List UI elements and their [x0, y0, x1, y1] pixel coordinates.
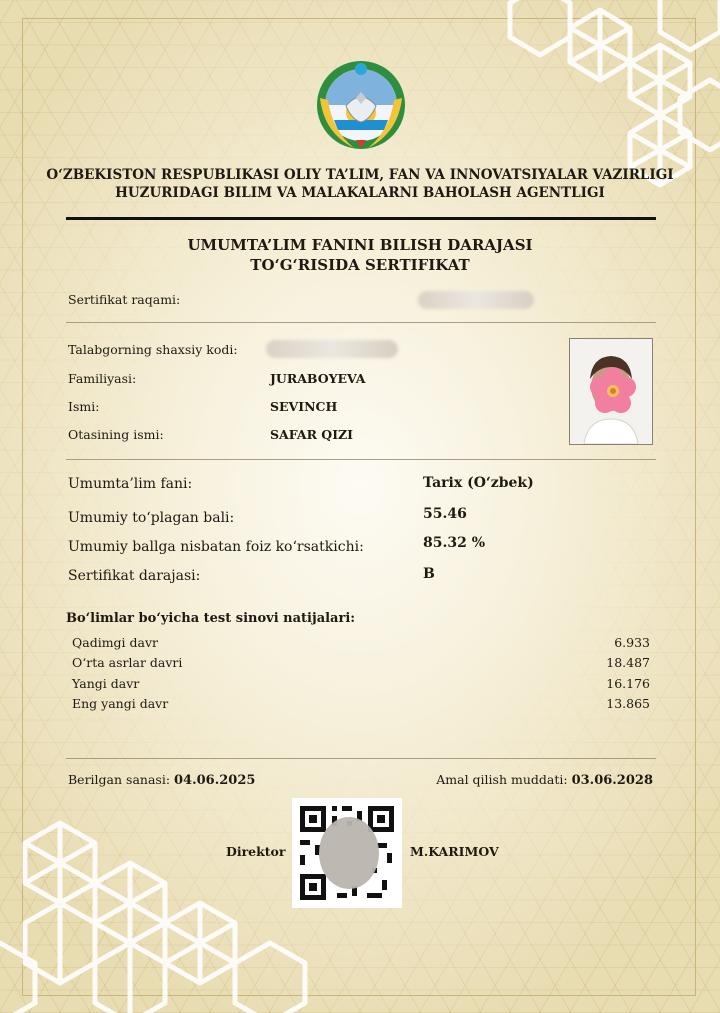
section-row [72, 635, 650, 653]
personal-code-redacted [266, 340, 398, 358]
score-label: Umumiy to‘plagan bali: [68, 510, 235, 526]
valid-until-date [436, 772, 653, 788]
surname-value: JURABOYEVA [270, 371, 366, 386]
score-value: 55.46 [423, 506, 467, 522]
divider-1 [66, 322, 656, 323]
section-score: 18.487 [606, 655, 650, 670]
director-label: Direktor [226, 844, 286, 859]
issued-date-value: 04.06.2025 [174, 773, 256, 788]
patronymic-label: Otasining ismi: [68, 427, 164, 442]
director-name: M.KARIMOV [410, 844, 499, 859]
surname-label: Familiyasi: [68, 371, 137, 386]
certificate-number-label: Sertifikat raqami: [68, 292, 181, 307]
level-label: Sertifikat darajasi: [68, 568, 201, 584]
level-value: B [423, 566, 435, 582]
percent-label: Umumiy ballga nisbatan foiz ko‘rsatkichi: [68, 539, 364, 555]
section-name: Yangi davr [72, 676, 140, 691]
divider-2 [66, 459, 656, 460]
certificate-number-redacted [418, 291, 534, 309]
section-results-title: Bo‘limlar bo‘yicha test sinovi natijalari: [66, 611, 356, 626]
header-divider [66, 217, 656, 220]
subject-value: Tarix (O‘zbek) [423, 475, 534, 491]
section-name: Eng yangi davr [72, 696, 169, 711]
applicant-photo [569, 338, 653, 445]
certificate-title-line-2: TO‘G‘RISIDA SERTIFIKAT [250, 256, 470, 274]
issued-date [68, 772, 255, 788]
section-row [72, 676, 650, 694]
state-emblem-icon [314, 58, 408, 152]
valid-until-value: 03.06.2028 [571, 773, 653, 788]
name-label: Ismi: [68, 399, 100, 414]
valid-until-label: Amal qilish muddati: [436, 772, 568, 787]
section-row [72, 655, 650, 673]
name-value: SEVINCH [270, 399, 338, 414]
issued-date-label: Berilgan sanasi: [68, 772, 171, 787]
ministry-line-1: O‘ZBEKISTON RESPUBLIKASI OLIY TA’LIM, FAN VA INNOVATSIYALAR VAZIRLIGI [46, 167, 674, 183]
subject-label: Umumta’lim fani: [68, 476, 193, 492]
section-name: Qadimgi davr [72, 635, 159, 650]
ministry-heading [40, 166, 680, 202]
certificate-title-line-1: UMUMTA’LIM FANINI BILISH DARAJASI [187, 236, 533, 254]
divider-3 [66, 758, 656, 759]
section-score: 16.176 [606, 676, 650, 691]
photo-flower-sticker-icon [570, 339, 652, 444]
qr-code-icon[interactable] [292, 798, 402, 908]
personal-code-label: Talabgorning shaxsiy kodi: [68, 342, 238, 357]
section-name: O‘rta asrlar davri [72, 655, 183, 670]
section-score: 13.865 [606, 696, 650, 711]
ministry-line-2: HUZURIDAGI BILIM VA MALAKALARNI BAHOLASH AGENTLIGI [115, 185, 605, 201]
section-score: 6.933 [614, 635, 650, 650]
patronymic-value: SAFAR QIZI [270, 427, 354, 442]
percent-value: 85.32 % [423, 535, 486, 551]
certificate-title [60, 235, 660, 275]
section-row [72, 696, 650, 714]
